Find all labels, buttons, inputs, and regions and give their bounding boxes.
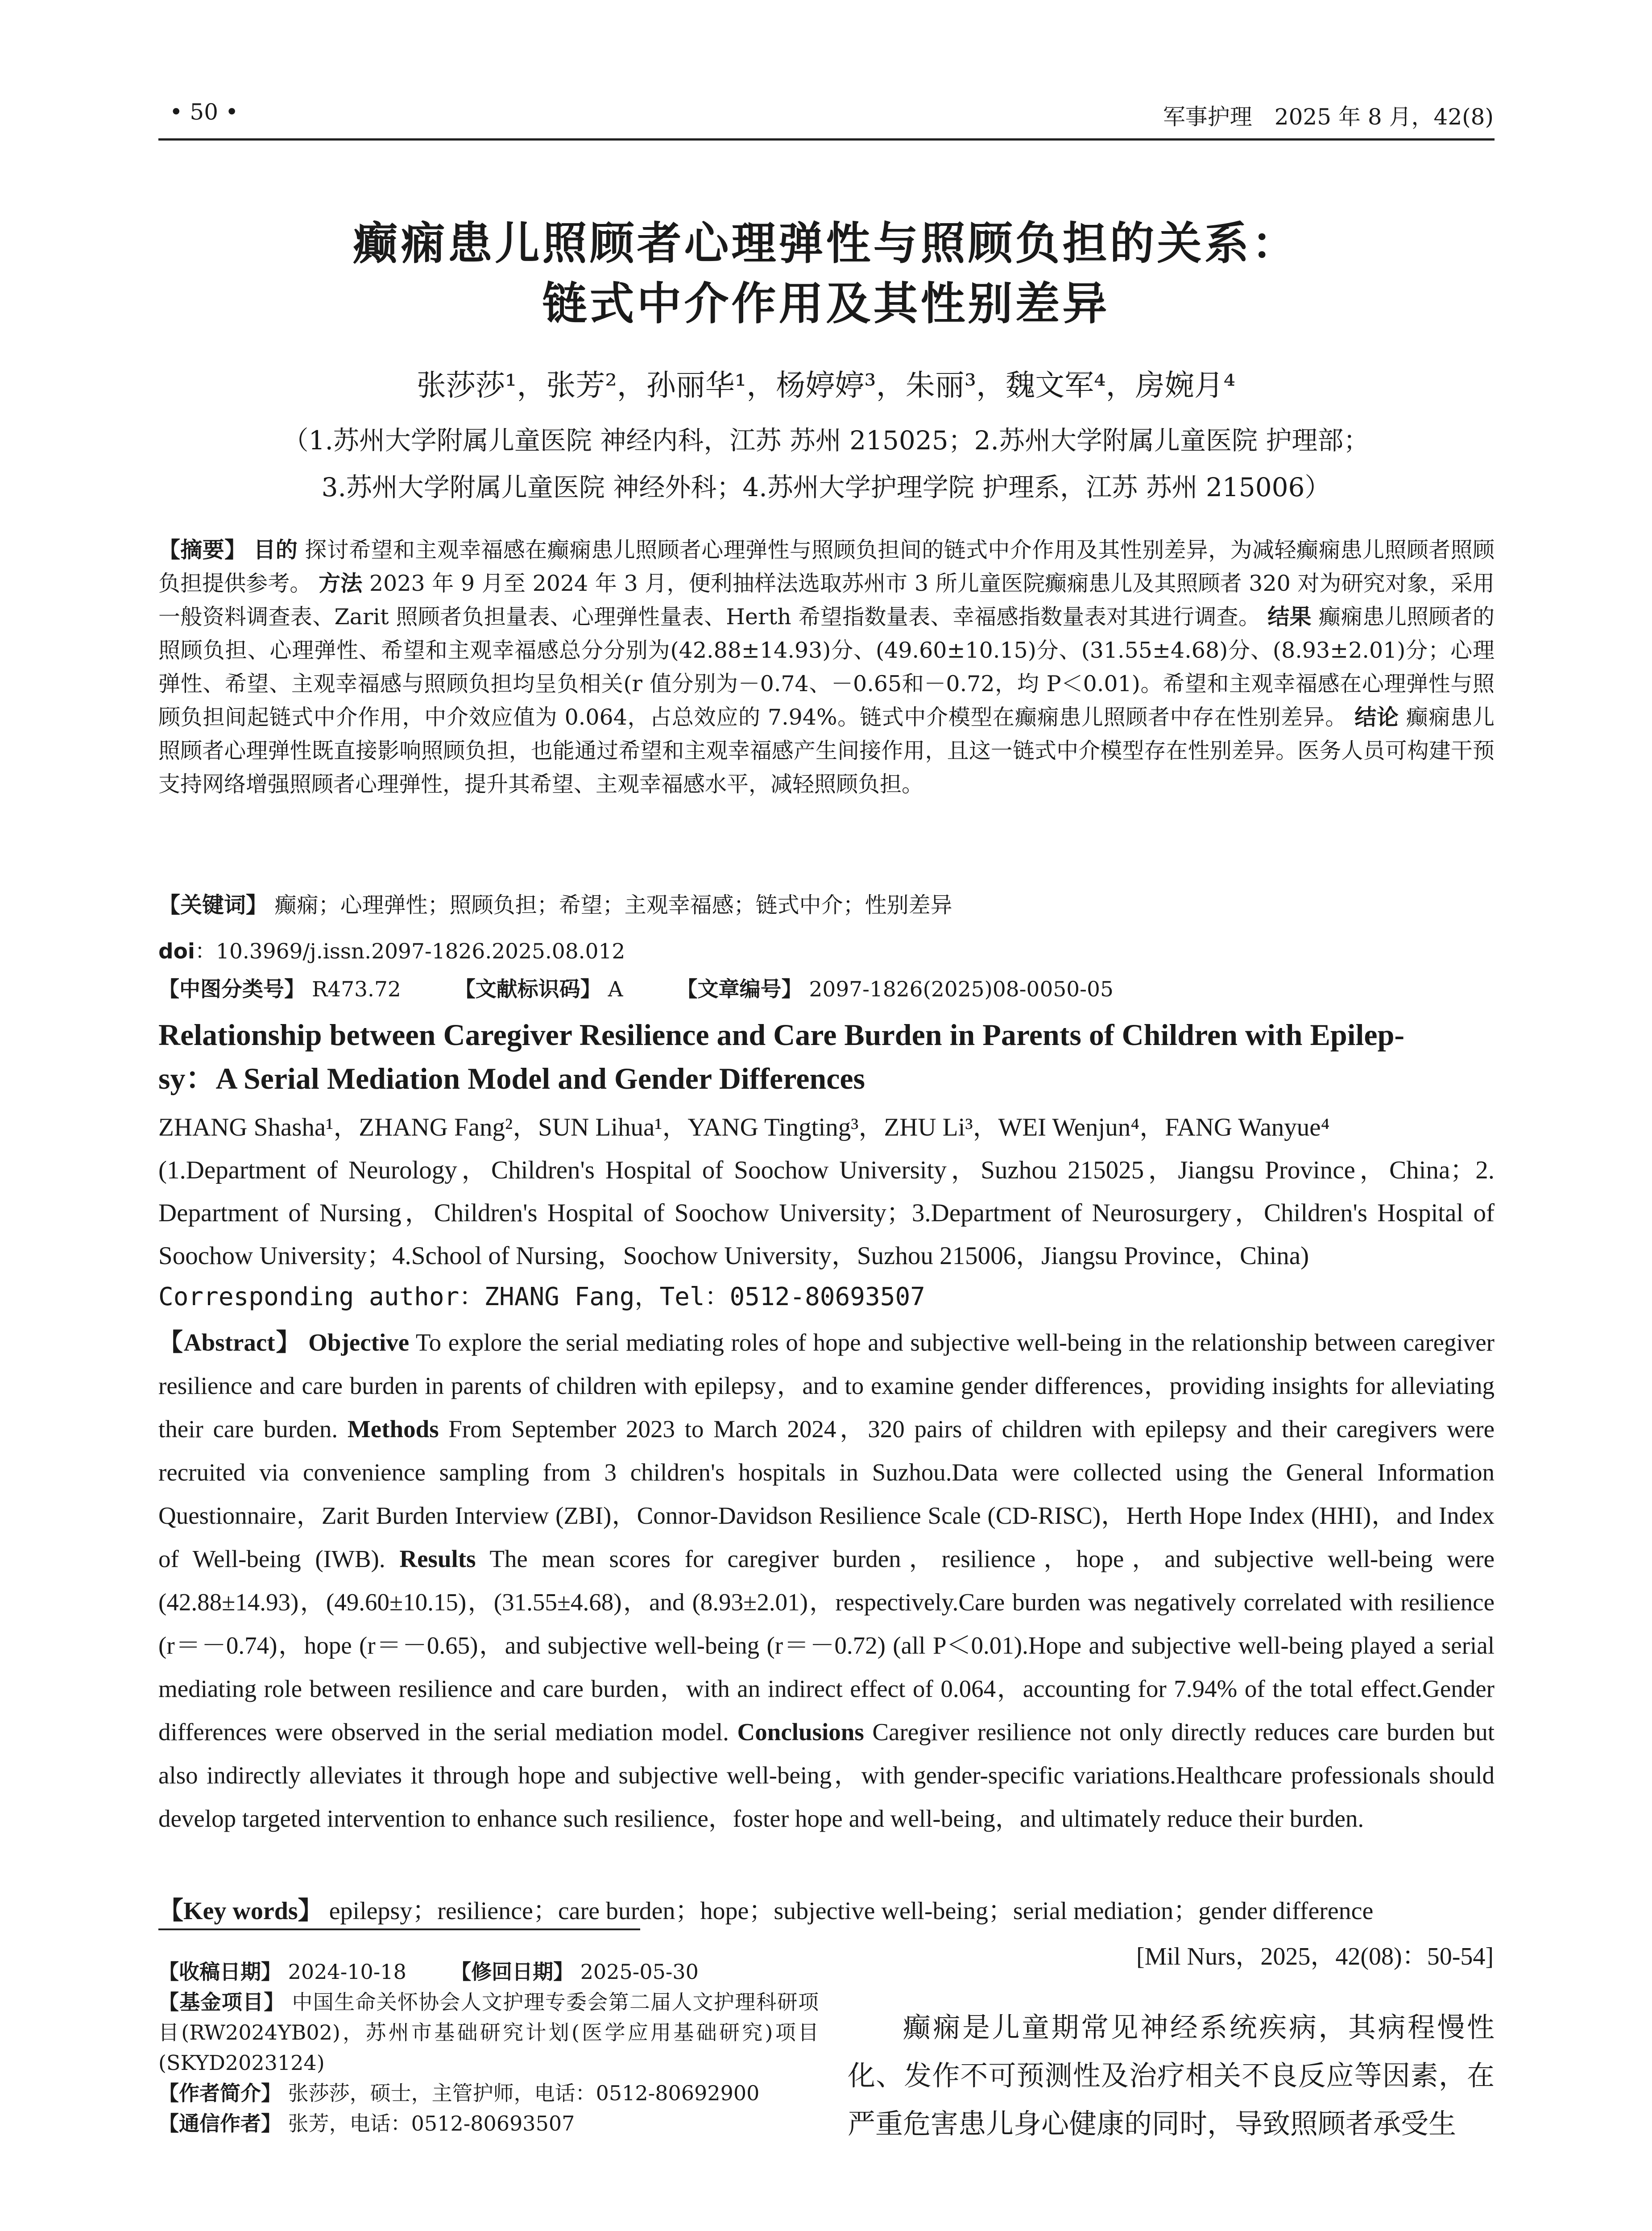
abstract-cn-label: 【摘要】 bbox=[158, 537, 247, 563]
affiliations-en: (1.Department of Neurology，Children's Hospital of Soochow University，Suzhou 215025，Jiangsu Province，China；2. Department of Nursing，Children's Hospital of Soochow University；3.Department of Neurosurgery，Children's Hospital of Soochow University；4.School of Nursing，Soochow University，Suzhou 215006，Jiangsu Province，China) bbox=[158, 1156, 1495, 1270]
fund-row bbox=[158, 1987, 819, 2078]
objective-cn-label: 目的 bbox=[253, 537, 298, 563]
citation: [Mil Nurs，2025，42(08)：50-54] bbox=[1136, 1943, 1494, 1970]
doc: A bbox=[608, 977, 623, 1002]
footnotes bbox=[158, 1957, 819, 2139]
classification bbox=[158, 973, 1495, 1003]
objective-en-label: Objective bbox=[308, 1329, 410, 1356]
journal-info: 军事护理 2025 年 8 月，42(8) bbox=[1163, 104, 1494, 130]
results-en-label: Results bbox=[399, 1545, 476, 1572]
objective-cn: 探讨希望和主观幸福感在癫痫患儿照顾者心理弹性与照顾负担间的链式中介作用及其性别差异，为减轻癫痫患儿照顾者照顾负担提供参考。 bbox=[158, 537, 1495, 596]
affiliations-cn-line1: （1.苏州大学附属儿童医院 神经内科，江苏 苏州 215025；2.苏州大学附属儿童医院 护理部； bbox=[282, 425, 1370, 456]
results-en: The mean scores for caregiver burden，resilience，hope，and subjective well-being were (42.88±14.93)，(49.60±10.15)，(31.55±4.68)，and (8.93±2.01)，respectively.Care burden was negatively correlated with resilience (r＝－0.74)，hope (r＝－0.65)，and subjective well-being (r＝－0.72) (all P＜0.01).Hope and subjective well-being played a serial mediating role between resilience and care burden，with an indirect effect of 0.064，accounting for 7.94% of the total effect.Gender differences were observed in the serial mediation model. bbox=[158, 1545, 1495, 1746]
conclusions-en: Caregiver resilience not only directly reduces care burden but also indirectly alleviates it through hope and subjective well-being，with gender-specific variations.Healthcare professionals should develop targeted intervention to enhance such resilience，foster hope and well-being，and ultimately reduce their burden. bbox=[158, 1718, 1495, 1832]
title-en bbox=[158, 1013, 1495, 1100]
abstract-cn bbox=[158, 533, 1495, 801]
corresponding-author: Corresponding author：ZHANG Fang，Tel：0512-80693507 bbox=[158, 1282, 925, 1311]
fund-label: 【基金项目】 bbox=[158, 1990, 285, 2014]
affiliations-cn-line2: 3.苏州大学附属儿童医院 神经外科；4.苏州大学护理学院 护理系，江苏 苏州 215006） bbox=[321, 472, 1331, 502]
revised-date: 2025-05-30 bbox=[580, 1960, 699, 1984]
author-text: 张莎莎，硕士，主管护师，电话：0512-80692900 bbox=[288, 2081, 760, 2105]
dates-row bbox=[158, 1957, 819, 1987]
conclusion-cn-label: 结论 bbox=[1354, 705, 1399, 730]
author-row bbox=[158, 2078, 819, 2108]
title-cn-line1: 癫痫患儿照顾者心理弹性与照顾负担的关系： bbox=[353, 217, 1299, 270]
corr-row bbox=[158, 2108, 819, 2139]
doi bbox=[158, 935, 1495, 965]
clc: R473.72 bbox=[311, 977, 401, 1002]
keywords-cn-label: 【关键词】 bbox=[158, 892, 268, 918]
conclusion-cn: 癫痫患儿照顾者心理弹性既直接影响照顾负担，也能通过希望和主观幸福感产生间接作用，且这一链式中介模型存在性别差异。医务人员可构建干预支持网络增强照顾者心理弹性，提升其希望、主观幸福感水平，减轻照顾负担。 bbox=[158, 705, 1495, 797]
authors-cn: 张莎莎¹，张芳²，孙丽华¹，杨婷婷³，朱丽³，魏文军⁴，房婉月⁴ bbox=[416, 368, 1236, 402]
keywords-en-text: epilepsy；resilience；care burden；hope；subjective well-being；serial mediation；gender difference bbox=[329, 1897, 1374, 1925]
title-en-line1: Relationship between Caregiver Resilience and Care Burden in Parents of Children with Epilep- bbox=[158, 1018, 1405, 1052]
body-intro: 癫痫是儿童期常见神经系统疾病，其病程慢性化、发作不可预测性及治疗相关不良反应等因素，在严重危害患儿身心健康的同时，导致照顾者承受生 bbox=[848, 2011, 1495, 2140]
doi-label: doi bbox=[158, 939, 195, 964]
authors-en: ZHANG Shasha¹，ZHANG Fang²，SUN Lihua¹，YANG Tingting³，ZHU Li³，WEI Wenjun⁴，FANG Wanyue⁴ bbox=[158, 1113, 1330, 1141]
title-cn-line2: 链式中介作用及其性别差异 bbox=[542, 278, 1110, 330]
results-cn-label: 结果 bbox=[1267, 604, 1312, 630]
results-cn: 癫痫患儿照顾者的照顾负担、心理弹性、希望和主观幸福感总分分别为(42.88±14.93)分、(49.60±10.15)分、(31.55±4.68)分、(8.93±2.01)分；心理弹性、希望、主观幸福感与照顾负担均呈负相关(r 值分别为－0.74、－0.65和－0.72，均 P＜0.01)。希望和主观幸福感在心理弹性与照顾负担间起链式中介作用，中介效应值为 0.064，占总效应的 7.94%。链式中介模型在癫痫患儿照顾者中存在性别差异。 bbox=[158, 604, 1495, 730]
methods-en: From September 2023 to March 2024，320 pairs of children with epilepsy and their caregivers were recruited via convenience sampling from 3 children's hospitals in Suzhou.Data were collected using the General Information Questionnaire，Zarit Burden Interview (ZBI)，Connor-Davidson Resilience Scale (CD-RISC)，Herth Hope Index (HHI)，and Index of Well-being (IWB). bbox=[158, 1415, 1495, 1572]
methods-en-label: Methods bbox=[347, 1415, 439, 1443]
doi-text: ：10.3969/j.issn.2097-1826.2025.08.012 bbox=[195, 939, 625, 964]
conclusions-en-label: Conclusions bbox=[737, 1718, 864, 1746]
corr-label: 【通信作者】 bbox=[158, 2111, 282, 2136]
clc-label: 【中图分类号】 bbox=[158, 977, 305, 1002]
keywords-cn-text: 癫痫；心理弹性；照顾负担；希望；主观幸福感；链式中介；性别差异 bbox=[274, 892, 952, 918]
keywords-en bbox=[158, 1891, 1495, 1927]
author-label: 【作者简介】 bbox=[158, 2081, 282, 2105]
page-number: • 50 • bbox=[170, 99, 239, 125]
doc-label: 【文献标识码】 bbox=[454, 977, 601, 1002]
header-rule bbox=[158, 138, 1495, 141]
fund-text: 中国生命关怀协会人文护理专委会第二届人文护理科研项目(RW2024YB02)，苏州市基础研究计划(医学应用基础研究)项目(SKYD2023124) bbox=[158, 1990, 819, 2075]
revised-label: 【修回日期】 bbox=[451, 1960, 574, 1984]
objective-en: To explore the serial mediating roles of hope and subjective well-being in the relationship between caregiver resilience and care burden in parents of children with epilepsy，and to examine gender differences，providing insights for alleviating their care burden. bbox=[158, 1329, 1495, 1443]
corr-text: 张芳，电话：0512-80693507 bbox=[288, 2111, 575, 2136]
keywords-en-label: 【Key words】 bbox=[158, 1897, 323, 1925]
art: 2097-1826(2025)08-0050-05 bbox=[809, 977, 1114, 1002]
art-label: 【文章编号】 bbox=[676, 977, 803, 1002]
abstract-en bbox=[158, 1321, 1495, 1840]
keywords-cn bbox=[158, 888, 1495, 919]
received-date: 2024-10-18 bbox=[288, 1960, 406, 1984]
methods-cn-label: 方法 bbox=[319, 571, 363, 596]
abstract-en-label: 【Abstract】 bbox=[158, 1329, 302, 1356]
title-en-line2: sy：A Serial Mediation Model and Gender Differences bbox=[158, 1062, 865, 1095]
methods-cn: 2023 年 9 月至 2024 年 3 月，便利抽样法选取苏州市 3 所儿童医院癫痫患儿及其照顾者 320 对为研究对象，采用一般资料调查表、Zarit 照顾者负担量表、心理弹性量表、Herth 希望指数量表、幸福感指数量表对其进行调查。 bbox=[158, 571, 1495, 630]
footnote-rule bbox=[158, 1928, 640, 1930]
received-label: 【收稿日期】 bbox=[158, 1960, 282, 1984]
